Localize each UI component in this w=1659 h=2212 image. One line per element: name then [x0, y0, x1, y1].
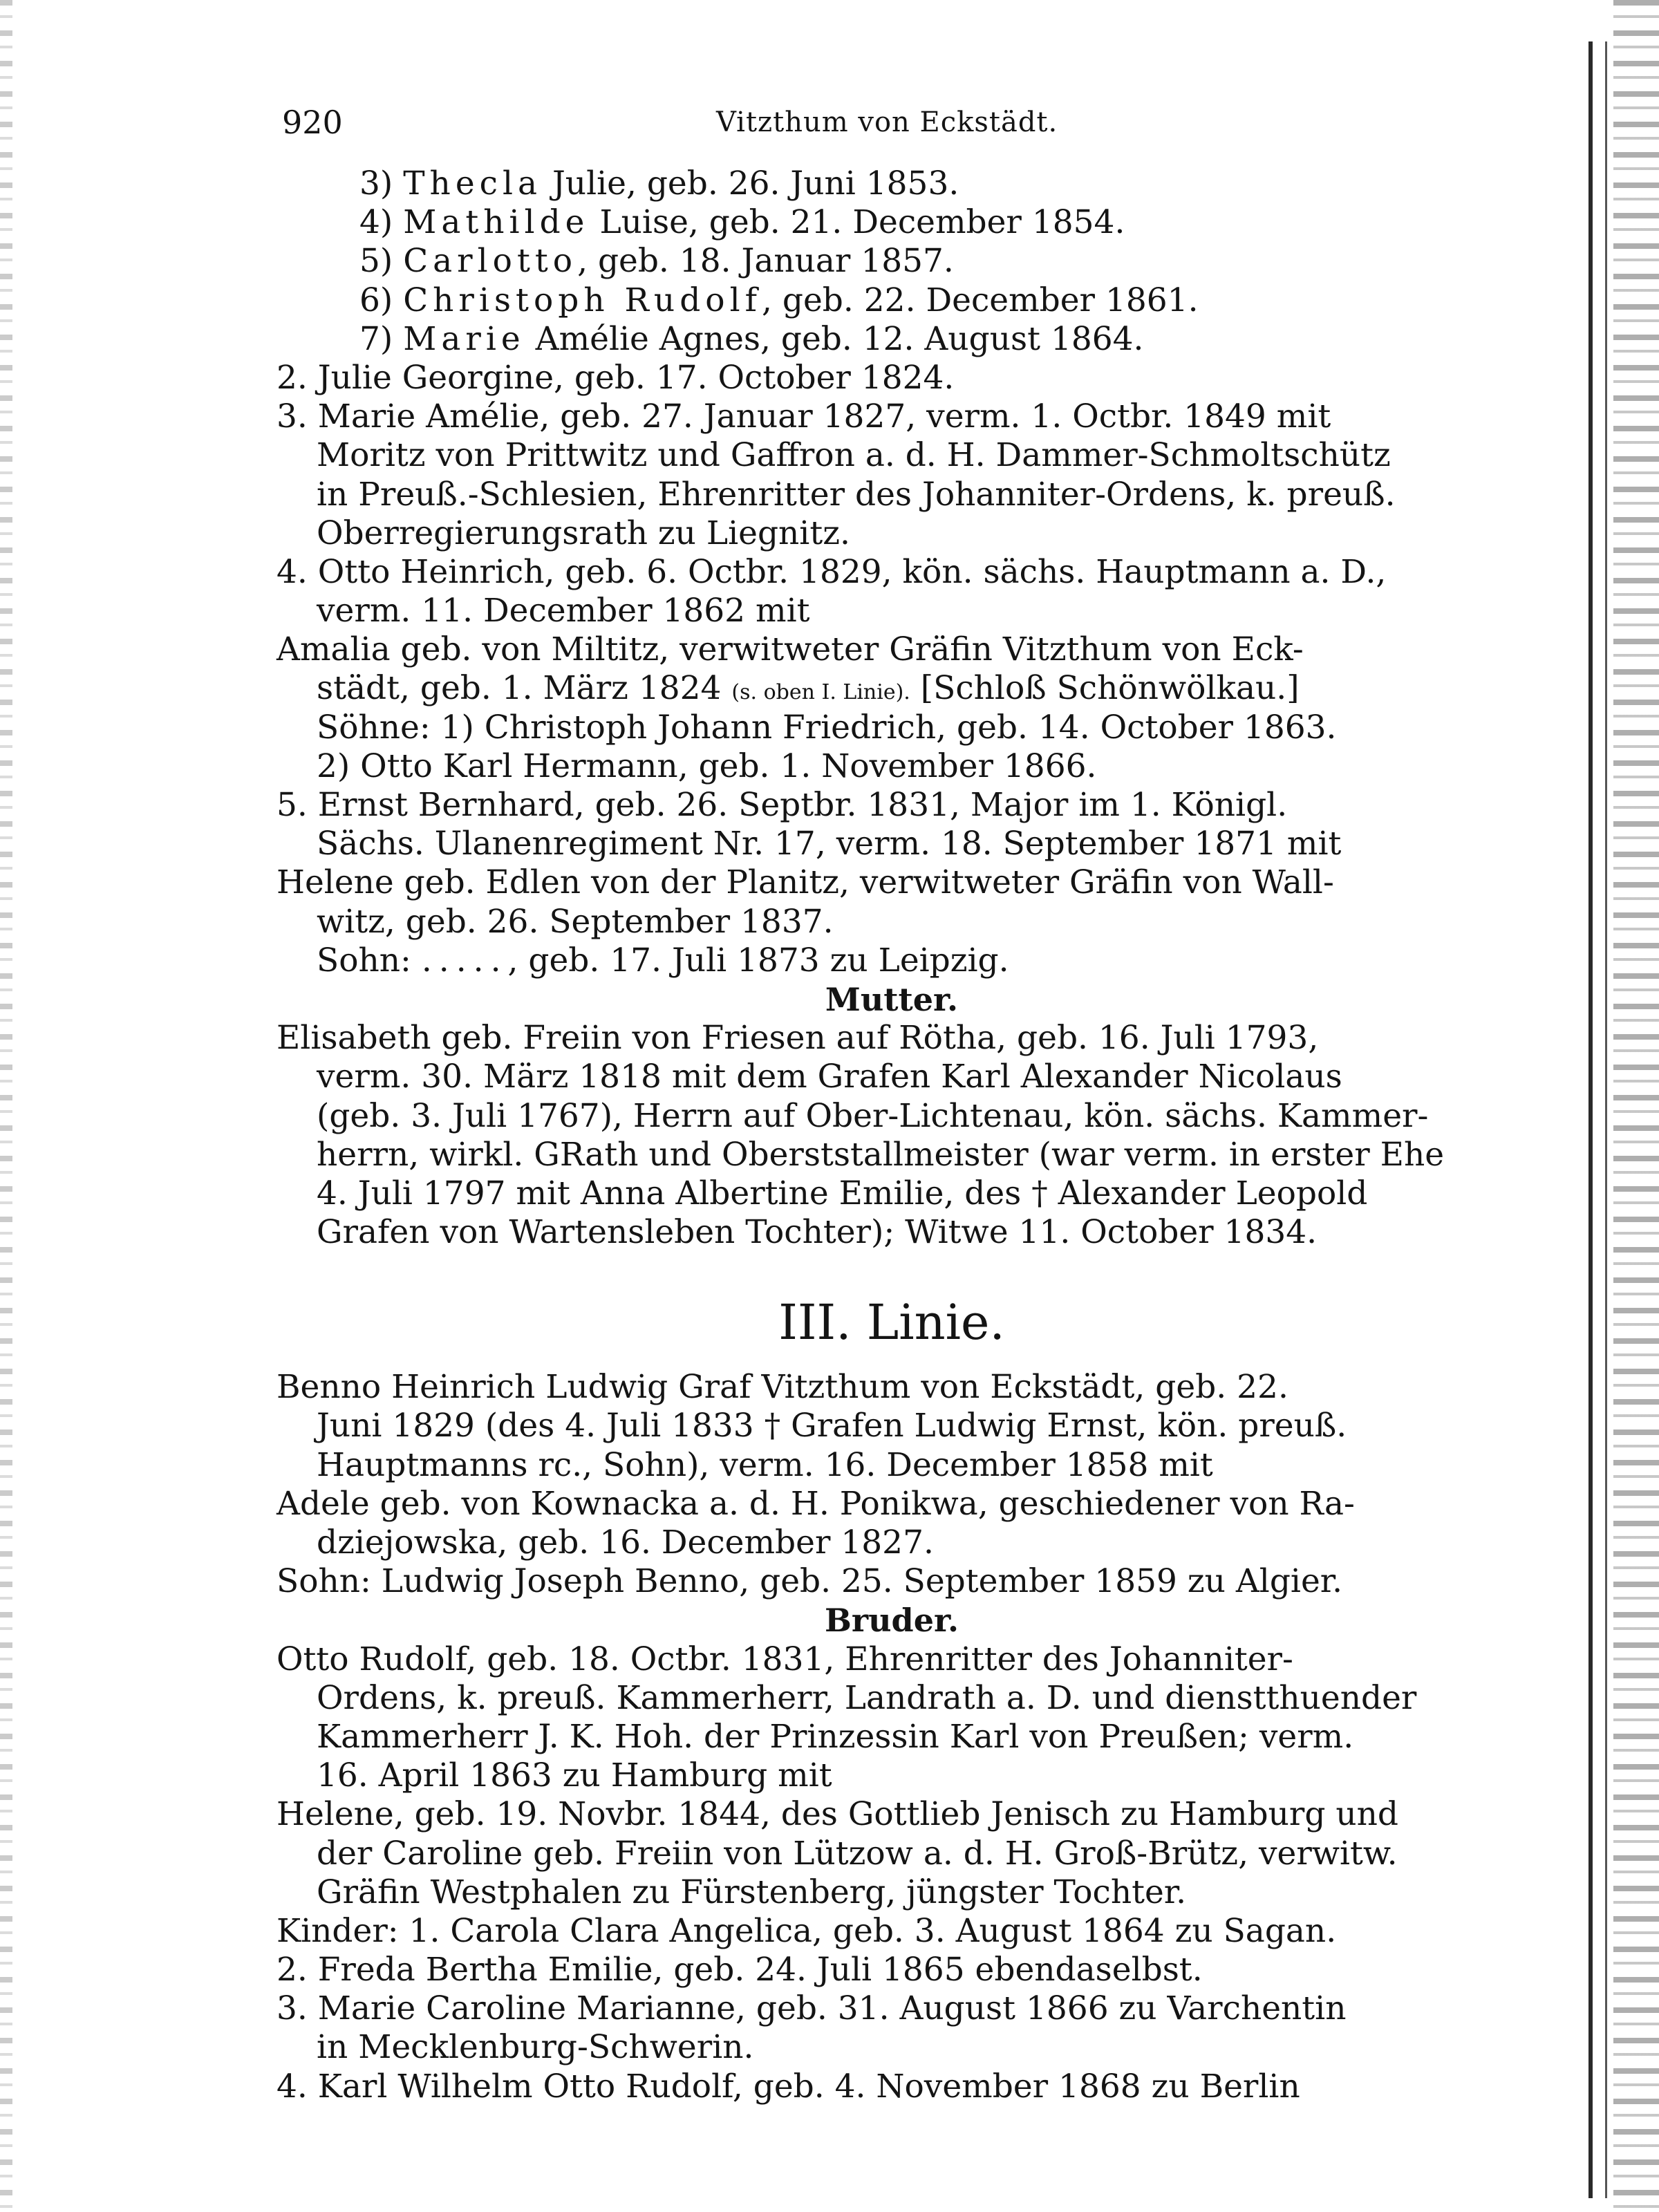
text-line: herrn, wirkl. GRath und Oberststallmeister (war verm. in erster Ehe [317, 1135, 1445, 1174]
text-line: in Mecklenburg-Schwerin. [317, 2028, 754, 2067]
text-line: 4. Karl Wilhelm Otto Rudolf, geb. 4. November 1868 zu Berlin [276, 2067, 1300, 2106]
entry-text: , geb. 18. Januar 1857. [577, 242, 954, 281]
entry-name: Christoph Rudolf [403, 281, 762, 319]
text-line: Oberregierungsrath zu Liegnitz. [317, 514, 850, 552]
binding-rule-inner [1605, 41, 1607, 2198]
text-segment: Sohn: [317, 941, 411, 980]
text-line: Moritz von Prittwitz und Gaffron a. d. H. Dammer-Schmoltschütz [317, 436, 1391, 475]
text-line: 2. Freda Bertha Emilie, geb. 24. Juli 1865 ebendaselbst. [276, 1951, 1203, 1989]
text-line: Sächs. Ulanenregiment Nr. 17, verm. 18. September 1871 mit [317, 825, 1342, 863]
entry-label: 5) [359, 242, 393, 281]
text-line: in Preuß.-Schlesien, Ehrenritter des Johanniter-Ordens, k. preuß. [317, 475, 1396, 514]
text-line: verm. 11. December 1862 mit [317, 592, 810, 630]
running-head: Vitzthum von Eckstädt. [716, 106, 1058, 138]
text-line: Hauptmanns rc., Sohn), verm. 16. December 1858 mit [317, 1445, 1213, 1484]
section-title: III. Linie. [778, 1294, 1005, 1351]
text-line: der Caroline geb. Freiin von Lützow a. d. H. Groß-Brütz, verwitw. [317, 1834, 1398, 1873]
text-line: Otto Rudolf, geb. 18. Octbr. 1831, Ehrenritter des Johanniter- [276, 1640, 1293, 1678]
cross-reference: (s. oben I. Linie). [731, 680, 910, 705]
text-line [276, 941, 1507, 980]
text-line: Gräfin Westphalen zu Fürstenberg, jüngster Tochter. [317, 1873, 1187, 1911]
text-line: Helene geb. Edlen von der Planitz, verwitweter Gräfin von Wall- [276, 863, 1334, 902]
entry-label: 4) [359, 203, 393, 242]
entry-label: 3) [359, 165, 393, 203]
entry-name: Carlotto [403, 242, 578, 281]
entry-line [276, 320, 1507, 359]
text-line: Sohn: Ludwig Joseph Benno, geb. 25. September 1859 zu Algier. [276, 1562, 1343, 1601]
text-line: Grafen von Wartensleben Tochter); Witwe 11. October 1834. [317, 1213, 1318, 1252]
entry-line [276, 242, 1507, 281]
binding-rule [1588, 41, 1593, 2198]
entry-text: , geb. 22. December 1861. [762, 281, 1199, 319]
page-body [276, 165, 1507, 2106]
entry-line [276, 203, 1507, 242]
entry-name: Marie [403, 319, 525, 358]
text-line: Kinder: 1. Carola Clara Angelica, geb. 3. August 1864 zu Sagan. [276, 1911, 1337, 1950]
text-line: Kammerherr J. K. Hoh. der Prinzessin Karl von Preußen; verm. [317, 1717, 1354, 1756]
section-heading [276, 1252, 1507, 1368]
text-line: dziejowska, geb. 16. December 1827. [317, 1524, 934, 1562]
page-number: 920 [282, 104, 343, 141]
text-line: Benno Heinrich Ludwig Graf Vitzthum von Eckstädt, geb. 22. [276, 1368, 1288, 1407]
text-line: witz, geb. 26. September 1837. [317, 902, 834, 941]
text-line: Adele geb. von Kownacka a. d. H. Ponikwa, geschiedener von Ra- [276, 1484, 1355, 1523]
text-line: 16. April 1863 zu Hamburg mit [317, 1756, 832, 1795]
text-line [276, 669, 1507, 708]
elided-name: ..... [421, 941, 508, 980]
text-line: 2. Julie Georgine, geb. 17. October 1824. [276, 358, 955, 397]
subheading-bruder: Bruder. [824, 1602, 959, 1640]
left-page-edge [0, 0, 12, 2212]
entry-text: Luise, geb. 21. December 1854. [599, 203, 1125, 242]
text-line: 5. Ernst Bernhard, geb. 26. Septbr. 1831, Major im 1. Königl. [276, 786, 1288, 824]
entry-text: Amélie Agnes, geb. 12. August 1864. [535, 319, 1144, 358]
text-line: Amalia geb. von Miltitz, verwitweter Gräfin Vitzthum von Eck- [276, 630, 1304, 669]
subheading-mutter: Mutter. [825, 980, 959, 1018]
text-line: 3. Marie Amélie, geb. 27. Januar 1827, verm. 1. Octbr. 1849 mit [276, 397, 1331, 436]
text-line: Elisabeth geb. Freiin von Friesen auf Rötha, geb. 16. Juli 1793, [276, 1019, 1319, 1058]
page-header [282, 104, 1070, 145]
text-line: Söhne: 1) Christoph Johann Friedrich, geb. 14. October 1863. [317, 708, 1337, 747]
text-line: 2) Otto Karl Hermann, geb. 1. November 1866. [317, 747, 1097, 785]
text-line: verm. 30. März 1818 mit dem Grafen Karl Alexander Nicolaus [317, 1058, 1342, 1096]
facing-page-bleed [1613, 0, 1659, 2212]
entry-name: Thecla [403, 165, 543, 203]
residence-note: [Schloß Schönwölkau.] [920, 669, 1300, 708]
entry-label: 7) [359, 319, 393, 358]
entry-text: Julie, geb. 26. Juni 1853. [552, 165, 959, 203]
text-line: 4. Juli 1797 mit Anna Albertine Emilie, des † Alexander Leopold [317, 1174, 1368, 1212]
text-line: (geb. 3. Juli 1767), Herrn auf Ober-Lichtenau, kön. sächs. Kammer- [317, 1096, 1429, 1135]
text-line: Ordens, k. preuß. Kammerherr, Landrath a. D. und dienstthuender [317, 1678, 1417, 1717]
text-segment: , geb. 17. Juli 1873 zu Leipzig. [507, 941, 1009, 980]
text-line: 3. Marie Caroline Marianne, geb. 31. August 1866 zu Varchentin [276, 1989, 1347, 2028]
text-line: Helene, geb. 19. Novbr. 1844, des Gottlieb Jenisch zu Hamburg und [276, 1795, 1399, 1834]
entry-label: 6) [359, 281, 393, 319]
text-line: 4. Otto Heinrich, geb. 6. Octbr. 1829, kön. sächs. Hauptmann a. D., [276, 552, 1387, 591]
entry-line [276, 281, 1507, 320]
text-line: Juni 1829 (des 4. Juli 1833 † Grafen Ludwig Ernst, kön. preuß. [317, 1407, 1347, 1445]
entry-line [276, 165, 1507, 203]
text-segment: städt, geb. 1. März 1824 [317, 669, 722, 708]
entry-name: Mathilde [403, 203, 590, 242]
